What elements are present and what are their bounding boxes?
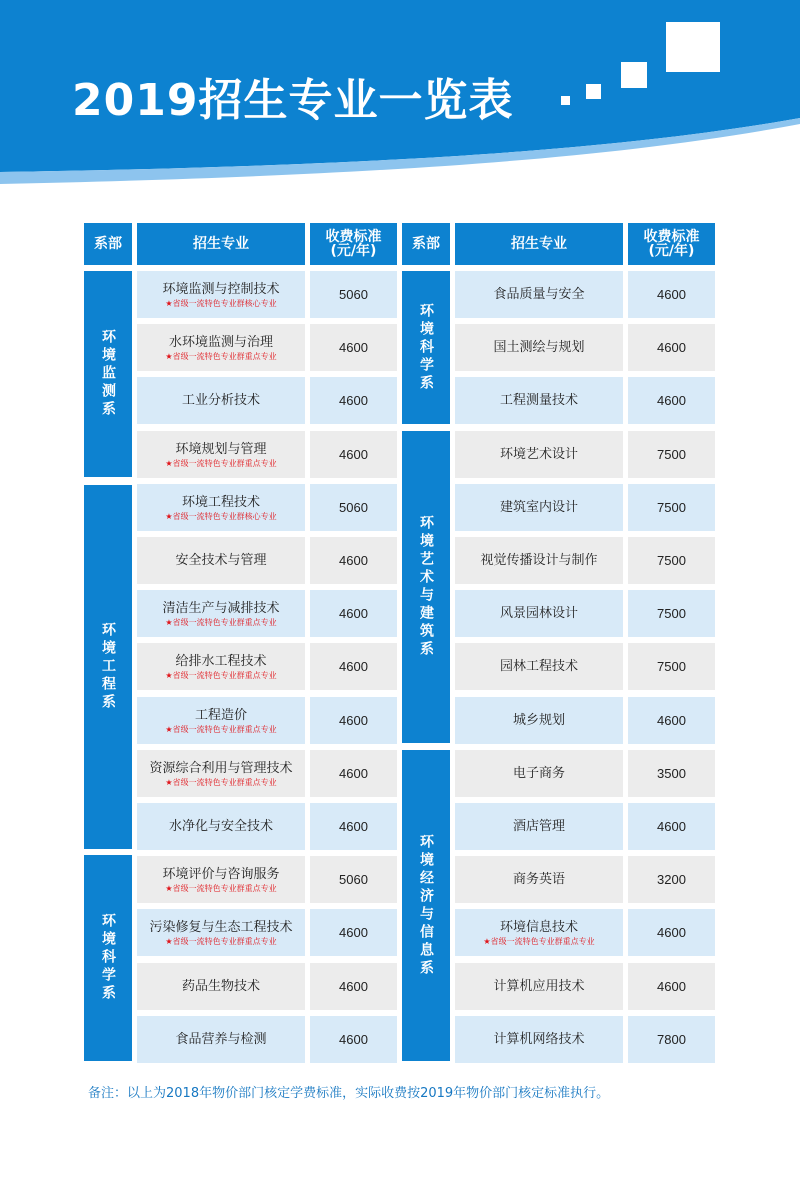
major-cell — [455, 377, 623, 424]
major-name: 国土测绘与规划 — [493, 340, 585, 355]
fee-cell: 4600 — [628, 909, 715, 956]
fee-cell: 4600 — [628, 271, 715, 318]
major-name: 计算机网络技术 — [493, 1032, 585, 1047]
major-cell — [455, 643, 623, 690]
fee-cell: 4600 — [310, 377, 397, 424]
major-cell — [137, 377, 305, 424]
fee-cell: 7500 — [628, 643, 715, 690]
major-name: 给排水工程技术 — [175, 653, 267, 669]
major-name: 商务英语 — [512, 872, 565, 887]
major-cell — [455, 803, 623, 850]
major-name: 城乡规划 — [512, 713, 565, 728]
major-cell — [455, 271, 623, 318]
fee-cell: 4600 — [310, 963, 397, 1010]
major-cell — [455, 750, 623, 797]
major-name: 清洁生产与减排技术 — [162, 600, 280, 616]
major-cell — [455, 1016, 623, 1063]
fee-cell: 4600 — [310, 431, 397, 478]
major-name: 园林工程技术 — [499, 659, 578, 674]
fee-cell: 4600 — [310, 750, 397, 797]
major-name: 食品质量与安全 — [493, 287, 585, 302]
major-note: ★省级一流特色专业群重点专业 — [165, 617, 277, 627]
major-name: 视觉传播设计与制作 — [480, 553, 598, 568]
dept-yishu-jianzhu: 环境艺术与建筑系 — [402, 431, 450, 743]
major-cell — [455, 697, 623, 744]
major-cell — [455, 324, 623, 371]
col-header-fee-right: 收费标准 (元/年) — [628, 223, 715, 265]
major-cell — [137, 590, 305, 637]
major-name: 工业分析技术 — [181, 393, 260, 408]
fee-cell: 7800 — [628, 1016, 715, 1063]
major-cell — [455, 856, 623, 903]
fee-cell: 5060 — [310, 484, 397, 531]
col-header-dept-left: 系部 — [84, 223, 132, 265]
major-cell — [455, 590, 623, 637]
fee-cell: 7500 — [628, 537, 715, 584]
major-cell — [137, 963, 305, 1010]
major-note: ★省级一流特色专业群核心专业 — [165, 298, 277, 308]
major-name: 资源综合利用与管理技术 — [149, 760, 293, 776]
decor-square-small — [586, 84, 601, 99]
major-cell — [455, 537, 623, 584]
major-note: ★省级一流特色专业群重点专业 — [165, 883, 277, 893]
col-header-dept-right: 系部 — [402, 223, 450, 265]
decor-square-large — [666, 22, 720, 72]
major-name: 风景园林设计 — [499, 606, 578, 621]
fee-cell: 4600 — [310, 590, 397, 637]
major-name: 环境工程技术 — [181, 494, 260, 510]
fee-cell: 7500 — [628, 484, 715, 531]
major-note: ★省级一流特色专业群重点专业 — [165, 670, 277, 680]
dept-huanjing-kexue-left: 环境科学系 — [84, 855, 132, 1061]
major-cell — [137, 750, 305, 797]
fee-cell: 5060 — [310, 856, 397, 903]
fee-cell: 4600 — [310, 324, 397, 371]
major-cell — [455, 431, 623, 478]
major-cell — [455, 909, 623, 956]
major-cell — [137, 324, 305, 371]
fee-cell: 7500 — [628, 590, 715, 637]
dept-huanjing-jiance: 环境监测系 — [84, 271, 132, 477]
page-title: 2019招生专业一览表 — [72, 75, 514, 126]
footnote: 备注：以上为2018年物价部门核定学费标准，实际收费按2019年物价部门核定标准执行。 — [88, 1086, 610, 1101]
major-note: ★省级一流特色专业群重点专业 — [165, 458, 277, 468]
major-note: ★省级一流特色专业群重点专业 — [165, 724, 277, 734]
decor-square-tiny — [561, 96, 570, 105]
major-cell — [137, 856, 305, 903]
major-name: 计算机应用技术 — [493, 979, 585, 994]
major-name: 工程测量技术 — [499, 393, 578, 408]
fee-cell: 4600 — [310, 697, 397, 744]
major-cell — [137, 484, 305, 531]
major-name: 药品生物技术 — [181, 979, 260, 994]
major-cell — [455, 484, 623, 531]
col-header-major-left: 招生专业 — [137, 223, 305, 265]
major-name: 酒店管理 — [512, 819, 565, 834]
major-note: ★省级一流特色专业群重点专业 — [165, 351, 277, 361]
fee-cell: 4600 — [310, 1016, 397, 1063]
major-cell — [137, 431, 305, 478]
fee-cell: 4600 — [628, 803, 715, 850]
major-note: ★省级一流特色专业群重点专业 — [165, 777, 277, 787]
major-name: 安全技术与管理 — [175, 553, 267, 568]
dept-huanjing-kexue-right: 环境科学系 — [402, 271, 450, 424]
fee-cell: 3500 — [628, 750, 715, 797]
fee-cell: 4600 — [310, 643, 397, 690]
major-cell — [455, 963, 623, 1010]
major-note: ★省级一流特色专业群核心专业 — [165, 511, 277, 521]
header-banner — [0, 0, 800, 190]
fee-cell: 4600 — [628, 963, 715, 1010]
major-name: 环境监测与控制技术 — [162, 281, 280, 297]
major-name: 水环境监测与治理 — [168, 334, 273, 350]
dept-huanjing-gongcheng: 环境工程系 — [84, 485, 132, 849]
major-name: 环境规划与管理 — [175, 441, 267, 457]
fee-cell: 4600 — [628, 377, 715, 424]
major-name: 食品营养与检测 — [175, 1032, 267, 1047]
major-cell — [137, 537, 305, 584]
major-name: 污染修复与生态工程技术 — [149, 919, 293, 935]
decor-square-medium — [621, 62, 647, 88]
major-note: ★省级一流特色专业群重点专业 — [165, 936, 277, 946]
major-name: 电子商务 — [512, 766, 565, 781]
fee-cell: 4600 — [310, 803, 397, 850]
major-cell — [137, 909, 305, 956]
fee-cell: 4600 — [310, 537, 397, 584]
fee-cell: 3200 — [628, 856, 715, 903]
col-header-fee-left: 收费标准 (元/年) — [310, 223, 397, 265]
major-cell — [137, 697, 305, 744]
fee-cell: 7500 — [628, 431, 715, 478]
dept-jingji-xinxi: 环境经济与信息系 — [402, 750, 450, 1061]
col-header-major-right: 招生专业 — [455, 223, 623, 265]
major-name: 工程造价 — [194, 707, 247, 723]
major-name: 环境信息技术 — [499, 919, 578, 935]
major-cell — [137, 271, 305, 318]
fee-cell: 4600 — [310, 909, 397, 956]
major-cell — [137, 643, 305, 690]
fee-cell: 4600 — [628, 324, 715, 371]
fee-cell: 5060 — [310, 271, 397, 318]
major-name: 水净化与安全技术 — [168, 819, 273, 834]
major-cell — [137, 1016, 305, 1063]
major-note: ★省级一流特色专业群重点专业 — [483, 936, 595, 946]
major-name: 环境艺术设计 — [499, 447, 578, 462]
fee-cell: 4600 — [628, 697, 715, 744]
major-name: 建筑室内设计 — [499, 500, 578, 515]
major-name: 环境评价与咨询服务 — [162, 866, 280, 882]
major-cell — [137, 803, 305, 850]
